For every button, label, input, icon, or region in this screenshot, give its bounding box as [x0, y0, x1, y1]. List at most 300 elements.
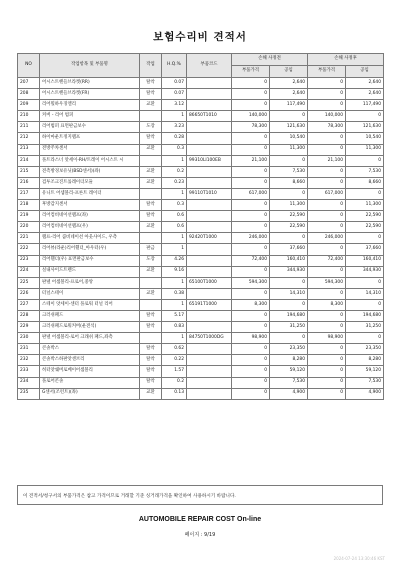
row-work: 교환 [140, 166, 162, 177]
row-part-price-after: 0 [308, 166, 346, 177]
row-part-code [187, 377, 232, 388]
row-part-price-after: 21,100 [308, 155, 346, 166]
row-part-price-after: 0 [308, 288, 346, 299]
row-labor: 194,680 [270, 310, 308, 321]
row-labor: 0 [270, 277, 308, 288]
table-row [18, 89, 384, 100]
row-item: 리어휀더(우) 표면판금보수 [40, 255, 140, 266]
row-labor-after: 59,120 [346, 366, 384, 377]
row-labor-after: 22,590 [346, 211, 384, 222]
row-work: 탈착 [140, 344, 162, 355]
header-after-adjust: 손해 사정후 [308, 54, 384, 66]
row-labor-after: 121,630 [346, 122, 384, 133]
row-labor-after: 2,640 [346, 78, 384, 89]
row-labor-after: 0 [346, 277, 384, 288]
row-part-code [187, 366, 232, 377]
row-labor-after: 23,350 [346, 344, 384, 355]
table-row [18, 366, 384, 377]
row-hq: 0.6 [162, 211, 187, 222]
row-labor-after: 8,280 [346, 355, 384, 366]
header-work: 작업 [140, 54, 162, 78]
row-item: 콘솔박스하판앗센브리 [40, 355, 140, 366]
row-part-price-after: 0 [308, 177, 346, 188]
row-hq: 9.16 [162, 266, 187, 277]
row-item: 리어컴비네이션램프(우) [40, 222, 140, 233]
row-part-price: 0 [232, 222, 270, 233]
row-part-price: 0 [232, 344, 270, 355]
row-labor-after: 0 [346, 111, 384, 122]
row-work: 교환 [140, 100, 162, 111]
row-item: 콘솔박스 [40, 344, 140, 355]
row-part-price-after: 617,000 [308, 188, 346, 199]
row-work: 탈착 [140, 355, 162, 366]
row-work [140, 233, 162, 244]
row-part-price: 0 [232, 377, 270, 388]
table-row [18, 233, 384, 244]
row-part-price-after: 0 [308, 89, 346, 100]
row-hq: 1 [162, 333, 187, 344]
row-labor: 8,280 [270, 355, 308, 366]
row-no: 211 [18, 122, 40, 133]
row-hq: 0.6 [162, 222, 187, 233]
row-no: 227 [18, 299, 40, 310]
row-hq: 0.2 [162, 166, 187, 177]
row-hq: 5.17 [162, 310, 187, 321]
row-part-code [187, 211, 232, 222]
row-work [140, 333, 162, 344]
row-labor-after: 0 [346, 155, 384, 166]
row-part-code [187, 200, 232, 211]
row-labor-after: 4,900 [346, 388, 384, 399]
row-part-price: 0 [232, 89, 270, 100]
row-part-code [187, 122, 232, 133]
row-part-price-after: 0 [308, 211, 346, 222]
header-labor-after: 공임 [346, 66, 384, 78]
row-labor: 117,490 [270, 100, 308, 111]
row-work [140, 111, 162, 122]
row-part-price-after: 0 [308, 100, 346, 111]
table-row [18, 355, 384, 366]
row-labor: 160,410 [270, 255, 308, 266]
table-row [18, 222, 384, 233]
row-part-code: 65100T1000 [187, 277, 232, 288]
row-part-price-after: 72,400 [308, 255, 346, 266]
row-labor: 0 [270, 188, 308, 199]
row-part-price: 0 [232, 78, 270, 89]
table-row [18, 78, 384, 89]
row-no: 217 [18, 188, 40, 199]
table-row [18, 177, 384, 188]
row-hq: 0.2 [162, 377, 187, 388]
row-work: 탈착 [140, 377, 162, 388]
row-labor-after: 10,540 [346, 133, 384, 144]
row-part-price: 0 [232, 177, 270, 188]
row-item: 플트라스너 앗세이-RH/트레이 어시스트 시 [40, 155, 140, 166]
table-row [18, 277, 384, 288]
row-labor: 344,930 [270, 266, 308, 277]
row-work: 탈착 [140, 78, 162, 89]
row-no: 228 [18, 310, 40, 321]
row-part-code: 92420T1000 [187, 233, 232, 244]
row-part-code: 99310LI100EB [187, 155, 232, 166]
row-part-price: 0 [232, 200, 270, 211]
row-part-code [187, 222, 232, 233]
row-labor-after: 344,930 [346, 266, 384, 277]
row-no: 218 [18, 200, 40, 211]
row-no: 214 [18, 155, 40, 166]
row-item: 판넬 어셈블리-프로어,중앙 [40, 277, 140, 288]
row-labor-after: 8,660 [346, 177, 384, 188]
row-work: 탈착 [140, 89, 162, 100]
row-labor: 11,300 [270, 200, 308, 211]
row-labor: 37,660 [270, 244, 308, 255]
row-hq: 1.57 [162, 366, 187, 377]
row-part-price: 617,000 [232, 188, 270, 199]
row-hq: 1 [162, 299, 187, 310]
row-item: 어시스트핸들브라켓(RR) [40, 78, 140, 89]
row-part-code: 86650T1010 [187, 111, 232, 122]
row-part-code [187, 89, 232, 100]
row-part-price: 0 [232, 355, 270, 366]
row-part-code [187, 100, 232, 111]
table-row [18, 155, 384, 166]
row-part-price-after: 0 [308, 388, 346, 399]
row-hq: 0.3 [162, 144, 187, 155]
row-labor-after: 2,640 [346, 89, 384, 100]
row-item: 하이마운트정지램프 [40, 133, 140, 144]
row-no: 221 [18, 233, 40, 244]
table-row [18, 144, 384, 155]
row-work: 교환 [140, 144, 162, 155]
row-part-code [187, 355, 232, 366]
row-hq: 0.38 [162, 288, 187, 299]
row-part-price-after: 0 [308, 133, 346, 144]
row-hq: 0.23 [162, 177, 187, 188]
table-row [18, 377, 384, 388]
row-no: 222 [18, 244, 40, 255]
row-item: G센서(조런트)(좌) [40, 388, 140, 399]
row-part-price: 0 [232, 211, 270, 222]
row-part-price: 594,300 [232, 277, 270, 288]
row-no: 233 [18, 366, 40, 377]
row-item: 검투조크진트롤레이더모듈 [40, 177, 140, 188]
row-no: 224 [18, 266, 40, 277]
header-no: NO [18, 54, 40, 78]
row-no: 234 [18, 377, 40, 388]
row-item: 유니트 어셈블리-프론트 레이더 [40, 188, 140, 199]
estimate-table [17, 53, 384, 400]
row-item: 리어범퍼 표면판금보수 [40, 122, 140, 133]
table-row [18, 299, 384, 310]
table-row [18, 322, 384, 333]
row-item: 램프-리어 콤비네이션 아웃사이드, 우측 [40, 233, 140, 244]
row-part-price: 0 [232, 388, 270, 399]
timestamp-stamp: 2024-07-24 13:30:46 KST [333, 556, 385, 561]
table-row [18, 100, 384, 111]
row-no: 232 [18, 355, 40, 366]
table-row [18, 288, 384, 299]
row-labor: 0 [270, 233, 308, 244]
row-part-price-after: 0 [308, 200, 346, 211]
row-no: 210 [18, 111, 40, 122]
table-row [18, 166, 384, 177]
row-item: 크러쉬패드 [40, 310, 140, 321]
notice-box: 이 견적서/청구서의 부품가격은 참고 가격이므로 거래할 기준 싱거래가격을 확인하여 사용하시기 바랍니다. [17, 485, 383, 505]
row-item: 크러쉬패드로워커버(운전석) [40, 322, 140, 333]
row-part-price-after: 0 [308, 377, 346, 388]
row-part-price: 8,300 [232, 299, 270, 310]
row-hq: 0.28 [162, 133, 187, 144]
row-part-price-after: 0 [308, 322, 346, 333]
row-part-price-after: 0 [308, 355, 346, 366]
row-part-price-after: 0 [308, 244, 346, 255]
row-no: 225 [18, 277, 40, 288]
row-part-code [187, 288, 232, 299]
row-item: 리어휠하우징앨리 [40, 100, 140, 111]
row-hq: 0.83 [162, 322, 187, 333]
row-no: 208 [18, 89, 40, 100]
row-item: 리어컴비네이션램프(좌) [40, 211, 140, 222]
row-hq: 0.3 [162, 200, 187, 211]
row-hq: 4.26 [162, 255, 187, 266]
row-part-price-after: 0 [308, 344, 346, 355]
header-labor: 공임 [270, 66, 308, 78]
row-item: 리어뷰(라운)리어휀더_아우터(우) [40, 244, 140, 255]
header-item: 작업항목 및 부품명 [40, 54, 140, 78]
row-part-code [187, 244, 232, 255]
row-part-price: 0 [232, 144, 270, 155]
row-labor: 59,120 [270, 366, 308, 377]
row-labor: 2,640 [270, 78, 308, 89]
row-item: 후방감지센서 [40, 200, 140, 211]
row-part-price: 0 [232, 100, 270, 111]
row-part-price: 98,900 [232, 333, 270, 344]
table-row [18, 266, 384, 277]
row-part-code [187, 344, 232, 355]
row-no: 235 [18, 388, 40, 399]
row-part-code: 84750T1000DG [187, 333, 232, 344]
row-hq: 1 [162, 233, 187, 244]
row-part-price: 0 [232, 322, 270, 333]
row-labor: 7,530 [270, 377, 308, 388]
row-item: 스테이 앗세이-센터 플로워 터널 리어 [40, 299, 140, 310]
row-no: 213 [18, 144, 40, 155]
row-labor-after: 0 [346, 188, 384, 199]
row-work: 탈착 [140, 322, 162, 333]
header-part-price: 부품가격 [232, 66, 270, 78]
row-work: 교환 [140, 266, 162, 277]
row-labor: 8,660 [270, 177, 308, 188]
row-work: 탈착 [140, 211, 162, 222]
row-labor-after: 11,300 [346, 144, 384, 155]
row-work: 탈착 [140, 200, 162, 211]
row-labor-after: 37,660 [346, 244, 384, 255]
row-item: 어시스트핸들브라켓(FR) [40, 89, 140, 100]
table-row [18, 188, 384, 199]
row-hq: 3.23 [162, 122, 187, 133]
row-no: 220 [18, 222, 40, 233]
row-labor: 121,630 [270, 122, 308, 133]
table-row [18, 310, 384, 321]
row-hq: 0.07 [162, 78, 187, 89]
row-no: 212 [18, 133, 40, 144]
row-part-price: 0 [232, 266, 270, 277]
row-item: 히터앗쉐버로베이어셈블리 [40, 366, 140, 377]
row-work [140, 188, 162, 199]
row-labor-after: 160,410 [346, 255, 384, 266]
row-labor: 2,640 [270, 89, 308, 100]
row-part-price-after: 594,300 [308, 277, 346, 288]
header-hq: H.Q.% [162, 54, 187, 78]
row-part-price: 21,100 [232, 155, 270, 166]
row-part-code [187, 177, 232, 188]
row-no: 215 [18, 166, 40, 177]
row-labor-after: 0 [346, 299, 384, 310]
row-part-code [187, 388, 232, 399]
row-no: 223 [18, 255, 40, 266]
row-hq: 3.12 [162, 100, 187, 111]
row-hq: 0.62 [162, 344, 187, 355]
row-labor-after: 7,530 [346, 377, 384, 388]
row-part-price-after: 0 [308, 366, 346, 377]
row-part-price: 0 [232, 166, 270, 177]
row-labor-after: 7,530 [346, 166, 384, 177]
row-no: 231 [18, 344, 40, 355]
row-labor: 4,900 [270, 388, 308, 399]
row-part-code [187, 78, 232, 89]
row-no: 207 [18, 78, 40, 89]
row-no: 230 [18, 333, 40, 344]
row-part-price: 0 [232, 244, 270, 255]
row-work: 판금 [140, 244, 162, 255]
row-part-price: 0 [232, 288, 270, 299]
row-labor: 7,530 [270, 166, 308, 177]
row-no: 226 [18, 288, 40, 299]
row-work [140, 155, 162, 166]
page-number: 페이지 : 9/19 [184, 532, 216, 538]
row-work [140, 299, 162, 310]
row-hq: 0.13 [162, 388, 187, 399]
row-work: 탈착 [140, 366, 162, 377]
row-labor: 0 [270, 333, 308, 344]
header-part-price-after: 부품가격 [308, 66, 346, 78]
row-part-price-after: 8,300 [308, 299, 346, 310]
row-labor: 0 [270, 155, 308, 166]
table-row [18, 211, 384, 222]
row-labor: 11,300 [270, 144, 308, 155]
row-part-price-after: 0 [308, 222, 346, 233]
row-labor: 0 [270, 111, 308, 122]
row-item: 전측방경보유닛(BSD센서)(좌) [40, 166, 140, 177]
row-part-price: 78,300 [232, 122, 270, 133]
row-item: 전방주차센서 [40, 144, 140, 155]
row-part-price-after: 140,000 [308, 111, 346, 122]
row-part-price: 0 [232, 310, 270, 321]
footer-title: AUTOMOBILE REPAIR COST On-line [138, 516, 262, 523]
table-row [18, 255, 384, 266]
row-part-price: 0 [232, 133, 270, 144]
row-hq: 1 [162, 277, 187, 288]
table-row [18, 388, 384, 399]
row-item: 터널스테이 [40, 288, 140, 299]
row-hq: 1 [162, 244, 187, 255]
row-labor: 10,540 [270, 133, 308, 144]
row-hq: 1 [162, 188, 187, 199]
row-labor-after: 22,590 [346, 222, 384, 233]
row-work: 탈착 [140, 133, 162, 144]
row-work: 교환 [140, 177, 162, 188]
table-row [18, 344, 384, 355]
row-part-price-after: 0 [308, 78, 346, 89]
row-part-price: 0 [232, 366, 270, 377]
table-row [18, 244, 384, 255]
row-part-code [187, 322, 232, 333]
row-work: 도장 [140, 255, 162, 266]
row-part-price: 246,000 [232, 233, 270, 244]
row-item: 실내사이드트렌드 [40, 266, 140, 277]
row-part-price-after: 98,900 [308, 333, 346, 344]
row-work: 교환 [140, 388, 162, 399]
row-part-code [187, 310, 232, 321]
row-hq: 1 [162, 155, 187, 166]
row-labor-after: 0 [346, 333, 384, 344]
row-no: 209 [18, 100, 40, 111]
row-part-code: 65191T1000 [187, 299, 232, 310]
row-labor-after: 194,680 [346, 310, 384, 321]
row-labor: 31,250 [270, 322, 308, 333]
row-labor: 0 [270, 299, 308, 310]
row-hq: 0.07 [162, 89, 187, 100]
row-part-code [187, 133, 232, 144]
row-part-price-after: 0 [308, 144, 346, 155]
row-labor: 22,590 [270, 222, 308, 233]
row-work: 도장 [140, 122, 162, 133]
row-work: 교환 [140, 222, 162, 233]
row-labor: 23,350 [270, 344, 308, 355]
row-hq: 0.22 [162, 355, 187, 366]
row-part-price: 72,400 [232, 255, 270, 266]
row-labor: 22,590 [270, 211, 308, 222]
row-part-price-after: 78,300 [308, 122, 346, 133]
header-part-code: 부품코드 [187, 54, 232, 78]
row-part-price-after: 0 [308, 266, 346, 277]
row-part-code [187, 266, 232, 277]
row-hq: 1 [162, 111, 187, 122]
document-title: 보험수리비 견적서 [153, 31, 247, 43]
row-labor: 14,310 [270, 288, 308, 299]
row-no: 229 [18, 322, 40, 333]
row-part-code [187, 166, 232, 177]
row-part-price: 140,000 [232, 111, 270, 122]
header-before-adjust: 손해 사정전 [232, 54, 308, 66]
row-work: 탈착 [140, 310, 162, 321]
table-row [18, 333, 384, 344]
row-work: 교환 [140, 288, 162, 299]
table-row [18, 111, 384, 122]
row-labor-after: 14,310 [346, 288, 384, 299]
row-work [140, 277, 162, 288]
row-no: 216 [18, 177, 40, 188]
row-labor-after: 31,250 [346, 322, 384, 333]
row-part-code: 99110T1010 [187, 188, 232, 199]
row-item: 플로어콘솔 [40, 377, 140, 388]
row-part-price-after: 0 [308, 310, 346, 321]
row-part-price-after: 246,000 [308, 233, 346, 244]
table-row [18, 200, 384, 211]
row-part-code [187, 255, 232, 266]
row-item: 커버 - 리어 범퍼 [40, 111, 140, 122]
row-part-code [187, 144, 232, 155]
